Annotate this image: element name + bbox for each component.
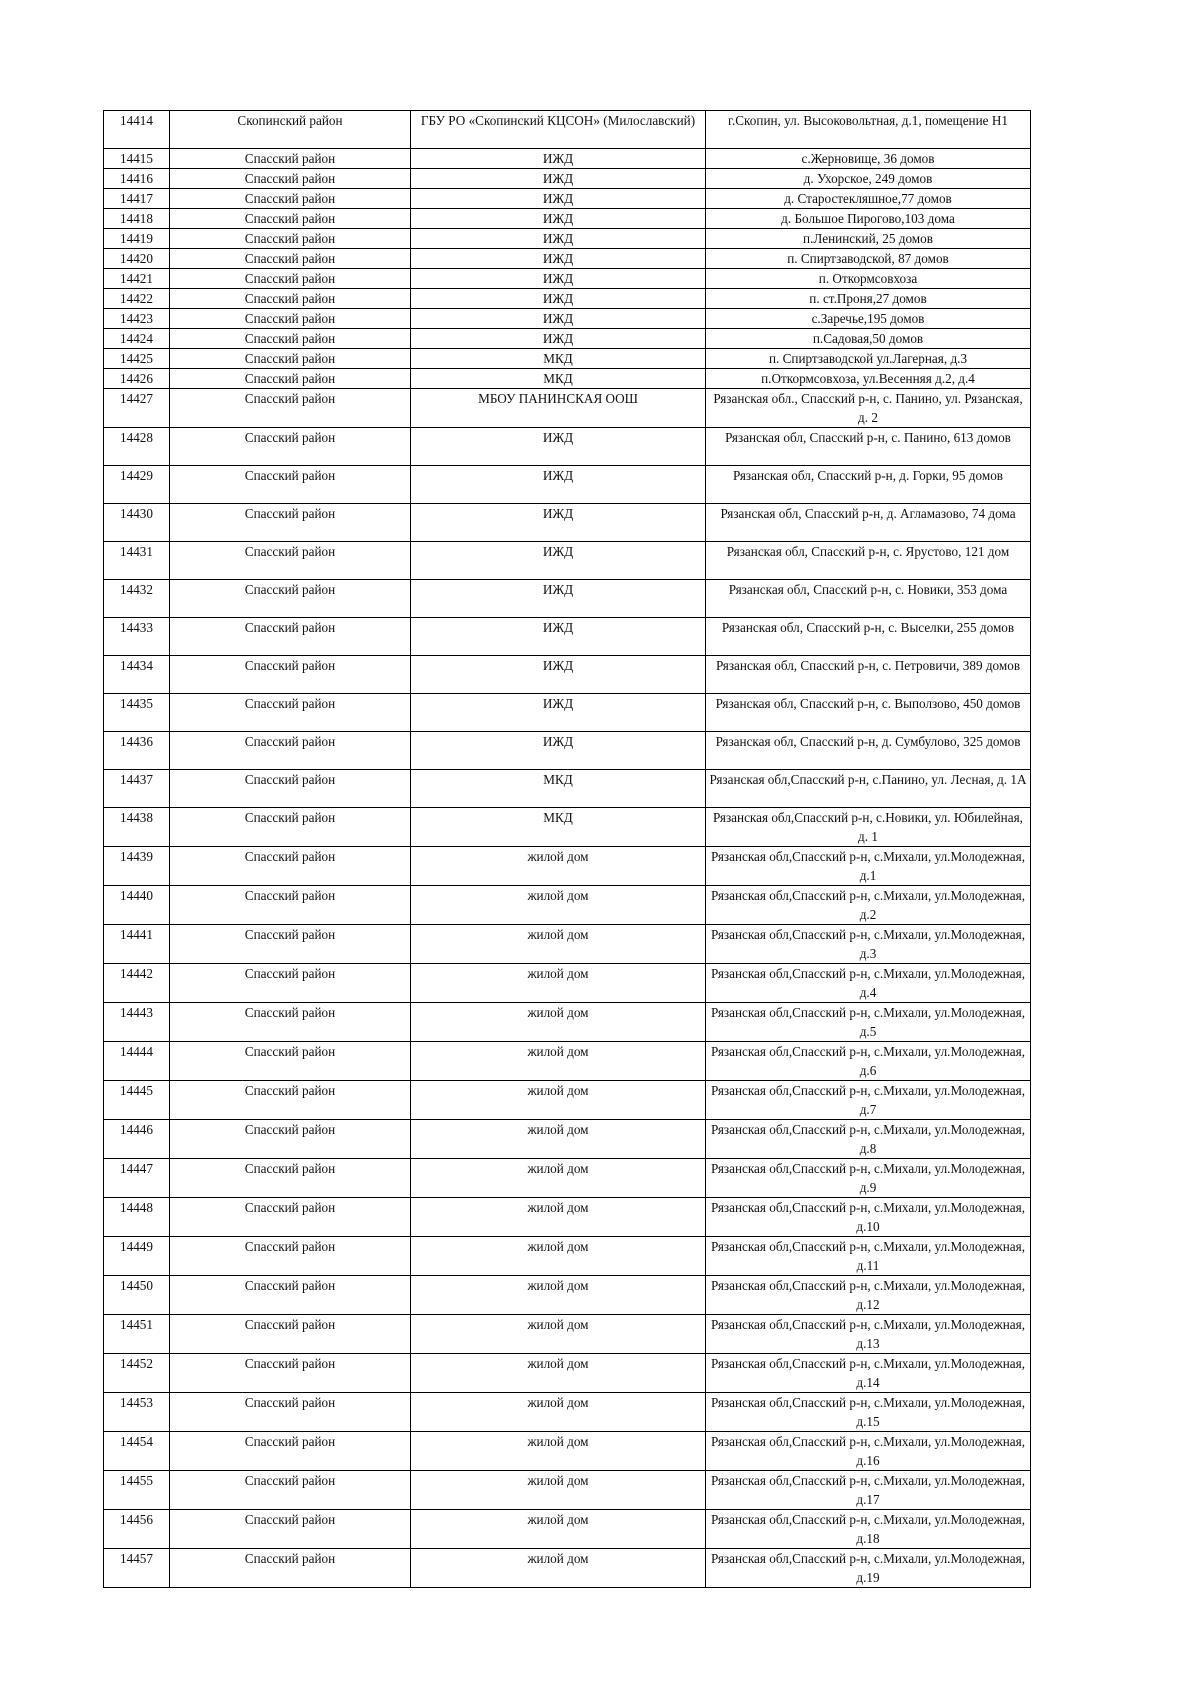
row-number-cell: 14447 [104,1159,170,1198]
address-cell: г.Скопин, ул. Высоковольтная, д.1, помещение Н1 [706,111,1031,149]
address-cell: Рязанская обл,Спасский р-н, с.Михали, ул.Молодежная, д.13 [706,1315,1031,1354]
district-cell: Спасский район [170,349,411,369]
address-cell: д. Старостекляшное,77 домов [706,189,1031,209]
table-row [104,1393,1031,1432]
table-row [104,732,1031,770]
address-cell: Рязанская обл,Спасский р-н, с.Михали, ул.Молодежная, д.1 [706,847,1031,886]
row-number-cell: 14423 [104,309,170,329]
address-cell: Рязанская обл, Спасский р-н, с. Панино, 613 домов [706,428,1031,466]
object-type-cell: ИЖД [411,656,706,694]
table-row [104,289,1031,309]
row-number-cell: 14438 [104,808,170,847]
address-cell: Рязанская обл, Спасский р-н, с. Новики, 353 дома [706,580,1031,618]
row-number-cell: 14425 [104,349,170,369]
row-number-cell: 14455 [104,1471,170,1510]
object-type-cell: жилой дом [411,964,706,1003]
address-cell: Рязанская обл, Спасский р-н, с. Выселки, 255 домов [706,618,1031,656]
object-type-cell: ИЖД [411,309,706,329]
table-row [104,925,1031,964]
object-type-cell: ИЖД [411,618,706,656]
address-cell: д. Большое Пирогово,103 дома [706,209,1031,229]
address-cell: Рязанская обл, Спасский р-н, с. Выползово, 450 домов [706,694,1031,732]
district-cell: Спасский район [170,770,411,808]
row-number-cell: 14439 [104,847,170,886]
object-type-cell: ИЖД [411,289,706,309]
district-cell: Спасский район [170,1237,411,1276]
table-row [104,618,1031,656]
district-cell: Спасский район [170,1081,411,1120]
table-row [104,1549,1031,1588]
address-cell: Рязанская обл,Спасский р-н, с.Михали, ул.Молодежная, д.4 [706,964,1031,1003]
address-cell: с.Заречье,195 домов [706,309,1031,329]
address-cell: Рязанская обл,Спасский р-н, с.Михали, ул.Молодежная, д.2 [706,886,1031,925]
table-row [104,770,1031,808]
district-cell: Спасский район [170,1042,411,1081]
district-cell: Спасский район [170,580,411,618]
row-number-cell: 14448 [104,1198,170,1237]
row-number-cell: 14451 [104,1315,170,1354]
object-type-cell: МБОУ ПАНИНСКАЯ ООШ [411,389,706,428]
district-cell: Спасский район [170,964,411,1003]
row-number-cell: 14415 [104,149,170,169]
row-number-cell: 14434 [104,656,170,694]
object-type-cell: жилой дом [411,1159,706,1198]
address-cell: с.Жерновище, 36 домов [706,149,1031,169]
table-body [104,111,1031,1588]
table-row [104,1354,1031,1393]
object-type-cell: жилой дом [411,1549,706,1588]
row-number-cell: 14454 [104,1432,170,1471]
object-type-cell: жилой дом [411,886,706,925]
address-cell: п. ст.Проня,27 домов [706,289,1031,309]
object-type-cell: жилой дом [411,1354,706,1393]
row-number-cell: 14457 [104,1549,170,1588]
object-type-cell: МКД [411,349,706,369]
table-row [104,1198,1031,1237]
district-cell: Спасский район [170,389,411,428]
object-type-cell: МКД [411,369,706,389]
table-row [104,149,1031,169]
object-type-cell: жилой дом [411,1393,706,1432]
table-row [104,466,1031,504]
row-number-cell: 14444 [104,1042,170,1081]
row-number-cell: 14443 [104,1003,170,1042]
object-type-cell: жилой дом [411,1510,706,1549]
address-cell: Рязанская обл, Спасский р-н, с. Петровичи, 389 домов [706,656,1031,694]
table-row [104,229,1031,249]
row-number-cell: 14431 [104,542,170,580]
address-cell: п.Откормсовхоза, ул.Весенняя д.2, д.4 [706,369,1031,389]
address-cell: Рязанская обл, Спасский р-н, д. Агламазово, 74 дома [706,504,1031,542]
table-row [104,1159,1031,1198]
row-number-cell: 14424 [104,329,170,349]
row-number-cell: 14456 [104,1510,170,1549]
table-row [104,1471,1031,1510]
district-cell: Спасский район [170,1510,411,1549]
district-cell: Спасский район [170,289,411,309]
object-type-cell: жилой дом [411,1120,706,1159]
table-row [104,389,1031,428]
district-cell: Спасский район [170,249,411,269]
object-type-cell: ИЖД [411,209,706,229]
table-row [104,269,1031,289]
table-row [104,1432,1031,1471]
table-row [104,964,1031,1003]
district-cell: Спасский район [170,808,411,847]
district-cell: Спасский район [170,169,411,189]
table-row [104,1120,1031,1159]
row-number-cell: 14418 [104,209,170,229]
address-cell: Рязанская обл, Спасский р-н, д. Сумбулово, 325 домов [706,732,1031,770]
table-row [104,656,1031,694]
address-cell: Рязанская обл,Спасский р-н, с.Михали, ул.Молодежная, д.19 [706,1549,1031,1588]
table-row [104,847,1031,886]
address-cell: Рязанская обл,Спасский р-н, с.Михали, ул.Молодежная, д.3 [706,925,1031,964]
table-row [104,249,1031,269]
row-number-cell: 14449 [104,1237,170,1276]
table-row [104,169,1031,189]
table-row [104,542,1031,580]
table-row [104,329,1031,349]
address-cell: Рязанская обл., Спасский р-н, с. Панино, ул. Рязанская, д. 2 [706,389,1031,428]
row-number-cell: 14445 [104,1081,170,1120]
district-cell: Спасский район [170,1120,411,1159]
row-number-cell: 14417 [104,189,170,209]
district-cell: Спасский район [170,229,411,249]
row-number-cell: 14416 [104,169,170,189]
district-cell: Спасский район [170,1315,411,1354]
row-number-cell: 14421 [104,269,170,289]
row-number-cell: 14440 [104,886,170,925]
district-cell: Спасский район [170,1276,411,1315]
object-type-cell: жилой дом [411,1237,706,1276]
row-number-cell: 14429 [104,466,170,504]
address-cell: п. Откормсовхоза [706,269,1031,289]
object-type-cell: МКД [411,808,706,847]
object-type-cell: ИЖД [411,329,706,349]
district-cell: Спасский район [170,618,411,656]
row-number-cell: 14419 [104,229,170,249]
object-type-cell: ИЖД [411,229,706,249]
object-type-cell: жилой дом [411,1042,706,1081]
address-cell: Рязанская обл,Спасский р-н, с.Михали, ул.Молодежная, д.10 [706,1198,1031,1237]
address-cell: п. Спиртзаводской ул.Лагерная, д.3 [706,349,1031,369]
district-cell: Спасский район [170,925,411,964]
table-row [104,1003,1031,1042]
object-type-cell: ИЖД [411,466,706,504]
object-type-cell: жилой дом [411,1081,706,1120]
table-row [104,580,1031,618]
address-cell: Рязанская обл,Спасский р-н, с.Михали, ул.Молодежная, д.6 [706,1042,1031,1081]
object-type-cell: жилой дом [411,1432,706,1471]
object-type-cell: жилой дом [411,1471,706,1510]
address-cell: п.Садовая,50 домов [706,329,1031,349]
table-row [104,808,1031,847]
row-number-cell: 14437 [104,770,170,808]
district-cell: Спасский район [170,694,411,732]
table-row [104,369,1031,389]
table-row [104,349,1031,369]
district-cell: Спасский район [170,428,411,466]
object-type-cell: жилой дом [411,925,706,964]
object-type-cell: ГБУ РО «Скопинский КЦСОН» (Милославский) [411,111,706,149]
object-type-cell: ИЖД [411,169,706,189]
row-number-cell: 14430 [104,504,170,542]
table-row [104,209,1031,229]
object-type-cell: жилой дом [411,1315,706,1354]
district-cell: Спасский район [170,1393,411,1432]
address-cell: Рязанская обл,Спасский р-н, с.Михали, ул.Молодежная, д.18 [706,1510,1031,1549]
address-cell: Рязанская обл,Спасский р-н, с.Михали, ул.Молодежная, д.15 [706,1393,1031,1432]
district-cell: Спасский район [170,466,411,504]
district-cell: Спасский район [170,329,411,349]
address-cell: Рязанская обл,Спасский р-н, с.Михали, ул.Молодежная, д.5 [706,1003,1031,1042]
district-cell: Спасский район [170,369,411,389]
district-cell: Спасский район [170,209,411,229]
district-cell: Скопинский район [170,111,411,149]
table-row [104,189,1031,209]
address-cell: Рязанская обл,Спасский р-н, с.Михали, ул.Молодежная, д.16 [706,1432,1031,1471]
district-cell: Спасский район [170,1471,411,1510]
object-type-cell: ИЖД [411,542,706,580]
district-cell: Спасский район [170,149,411,169]
address-cell: д. Ухорское, 249 домов [706,169,1031,189]
object-type-cell: ИЖД [411,504,706,542]
address-cell: п. Спиртзаводской, 87 домов [706,249,1031,269]
address-cell: Рязанская обл,Спасский р-н, с.Михали, ул.Молодежная, д.8 [706,1120,1031,1159]
district-cell: Спасский район [170,1432,411,1471]
district-cell: Спасский район [170,1549,411,1588]
row-number-cell: 14427 [104,389,170,428]
row-number-cell: 14452 [104,1354,170,1393]
address-cell: Рязанская обл,Спасский р-н, с.Михали, ул.Молодежная, д.7 [706,1081,1031,1120]
address-cell: Рязанская обл,Спасский р-н, с.Михали, ул.Молодежная, д.14 [706,1354,1031,1393]
district-cell: Спасский район [170,309,411,329]
object-type-cell: ИЖД [411,249,706,269]
address-cell: Рязанская обл,Спасский р-н, с.Панино, ул. Лесная, д. 1А [706,770,1031,808]
table-row [104,1237,1031,1276]
district-cell: Спасский район [170,1198,411,1237]
address-cell: п.Ленинский, 25 домов [706,229,1031,249]
district-cell: Спасский район [170,542,411,580]
address-cell: Рязанская обл,Спасский р-н, с.Михали, ул.Молодежная, д.9 [706,1159,1031,1198]
row-number-cell: 14436 [104,732,170,770]
row-number-cell: 14422 [104,289,170,309]
address-cell: Рязанская обл,Спасский р-н, с.Михали, ул.Молодежная, д.17 [706,1471,1031,1510]
row-number-cell: 14433 [104,618,170,656]
object-type-cell: ИЖД [411,269,706,289]
object-type-cell: ИЖД [411,189,706,209]
object-type-cell: ИЖД [411,694,706,732]
address-cell: Рязанская обл,Спасский р-н, с.Михали, ул.Молодежная, д.11 [706,1237,1031,1276]
table-row [104,111,1031,149]
object-type-cell: ИЖД [411,149,706,169]
row-number-cell: 14446 [104,1120,170,1159]
object-type-cell: ИЖД [411,580,706,618]
row-number-cell: 14435 [104,694,170,732]
table-row [104,886,1031,925]
district-cell: Спасский район [170,269,411,289]
district-cell: Спасский район [170,732,411,770]
table-row [104,694,1031,732]
row-number-cell: 14426 [104,369,170,389]
district-cell: Спасский район [170,504,411,542]
table-row [104,1276,1031,1315]
object-type-cell: жилой дом [411,1198,706,1237]
row-number-cell: 14441 [104,925,170,964]
table-row [104,1042,1031,1081]
district-cell: Спасский район [170,886,411,925]
address-cell: Рязанская обл,Спасский р-н, с.Новики, ул. Юбилейная, д. 1 [706,808,1031,847]
object-type-cell: ИЖД [411,428,706,466]
row-number-cell: 14428 [104,428,170,466]
document-table [103,110,1031,1588]
district-cell: Спасский район [170,1003,411,1042]
row-number-cell: 14414 [104,111,170,149]
row-number-cell: 14450 [104,1276,170,1315]
row-number-cell: 14442 [104,964,170,1003]
district-cell: Спасский район [170,189,411,209]
district-cell: Спасский район [170,656,411,694]
district-cell: Спасский район [170,1354,411,1393]
row-number-cell: 14432 [104,580,170,618]
table-row [104,1315,1031,1354]
district-cell: Спасский район [170,847,411,886]
table-row [104,309,1031,329]
address-cell: Рязанская обл,Спасский р-н, с.Михали, ул.Молодежная, д.12 [706,1276,1031,1315]
object-type-cell: жилой дом [411,1276,706,1315]
row-number-cell: 14453 [104,1393,170,1432]
district-cell: Спасский район [170,1159,411,1198]
table-row [104,1081,1031,1120]
address-cell: Рязанская обл, Спасский р-н, д. Горки, 95 домов [706,466,1031,504]
row-number-cell: 14420 [104,249,170,269]
address-cell: Рязанская обл, Спасский р-н, с. Ярустово, 121 дом [706,542,1031,580]
object-type-cell: МКД [411,770,706,808]
object-type-cell: жилой дом [411,847,706,886]
object-type-cell: жилой дом [411,1003,706,1042]
object-type-cell: ИЖД [411,732,706,770]
table-row [104,428,1031,466]
table-row [104,504,1031,542]
table-row [104,1510,1031,1549]
